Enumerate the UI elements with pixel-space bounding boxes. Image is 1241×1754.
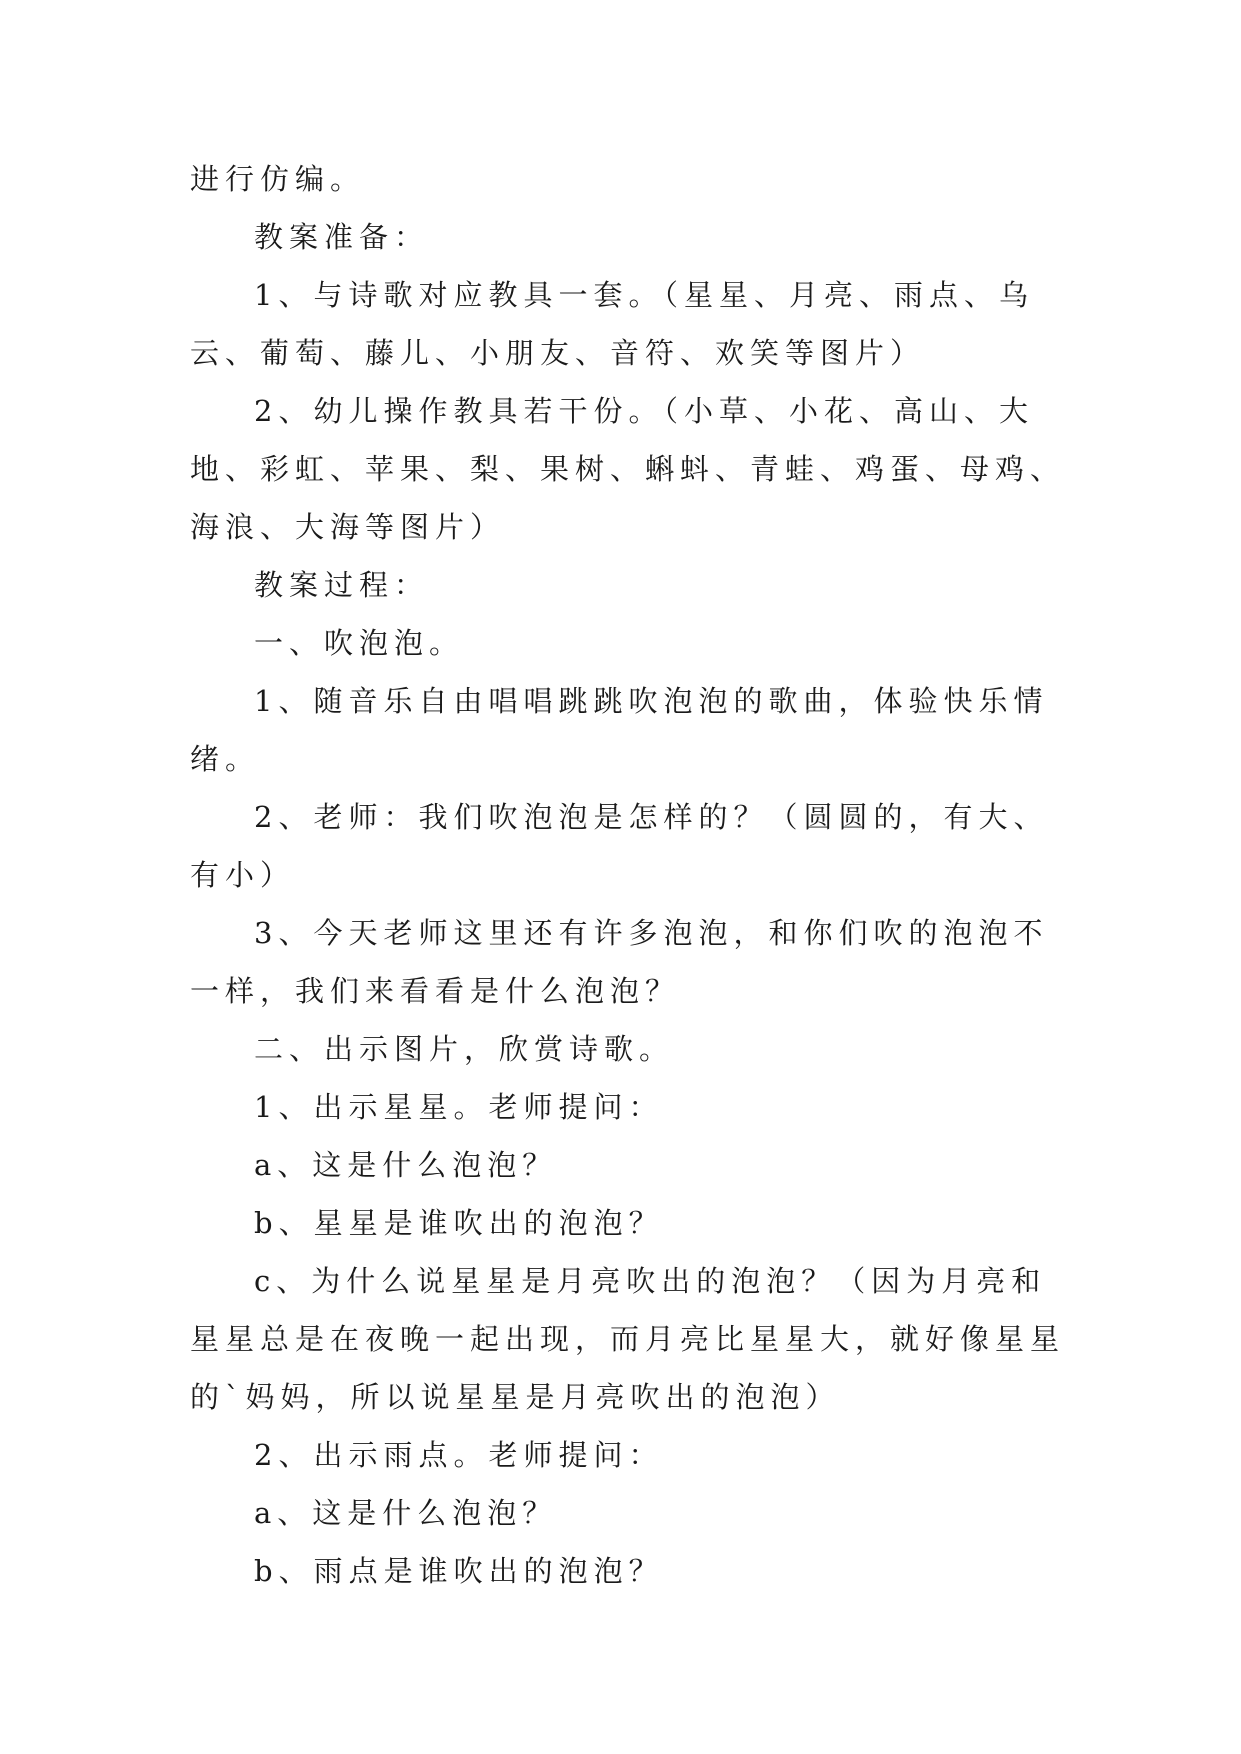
question-item: b、雨点是谁吹出的泡泡？ <box>254 1554 664 1588</box>
paragraph: 进行仿编。 <box>190 162 366 196</box>
section-heading-process: 教案过程： <box>254 568 430 602</box>
paragraph: 3、今天老师这里还有许多泡泡，和你们吹的泡泡不一样，我们来看看是什么泡泡？ <box>190 916 1049 1008</box>
paragraph: 2、幼儿操作教具若干份。（小草、小花、高山、大地、彩虹、苹果、梨、果树、蝌蚪、青蛙、鸡蛋、母鸡、海浪、大海等图片） <box>190 394 1066 544</box>
question-item: c、为什么说星星是月亮吹出的泡泡？（因为月亮和星星总是在夜晚一起出现，而月亮比星星大，就好像星星的`妈妈，所以说星星是月亮吹出的泡泡） <box>190 1264 1066 1414</box>
body-text <box>190 150 1070 1600</box>
question-item: b、星星是谁吹出的泡泡？ <box>254 1206 664 1240</box>
paragraph: 2、出示雨点。老师提问： <box>254 1438 664 1472</box>
paragraph: 2、老师：我们吹泡泡是怎样的？（圆圆的，有大、有小） <box>190 800 1049 892</box>
paragraph: 1、与诗歌对应教具一套。（星星、月亮、雨点、乌云、葡萄、藤儿、小朋友、音符、欢笑等图片） <box>190 278 1034 370</box>
step-heading: 一、吹泡泡。 <box>254 626 465 660</box>
section-heading-preparation: 教案准备： <box>254 220 430 254</box>
step-heading: 二、出示图片，欣赏诗歌。 <box>254 1032 675 1066</box>
paragraph: 1、随音乐自由唱唱跳跳吹泡泡的歌曲，体验快乐情绪。 <box>190 684 1049 776</box>
question-item: a、这是什么泡泡？ <box>254 1148 558 1182</box>
paragraph: 1、出示星星。老师提问： <box>254 1090 664 1124</box>
question-item: a、这是什么泡泡？ <box>254 1496 558 1530</box>
